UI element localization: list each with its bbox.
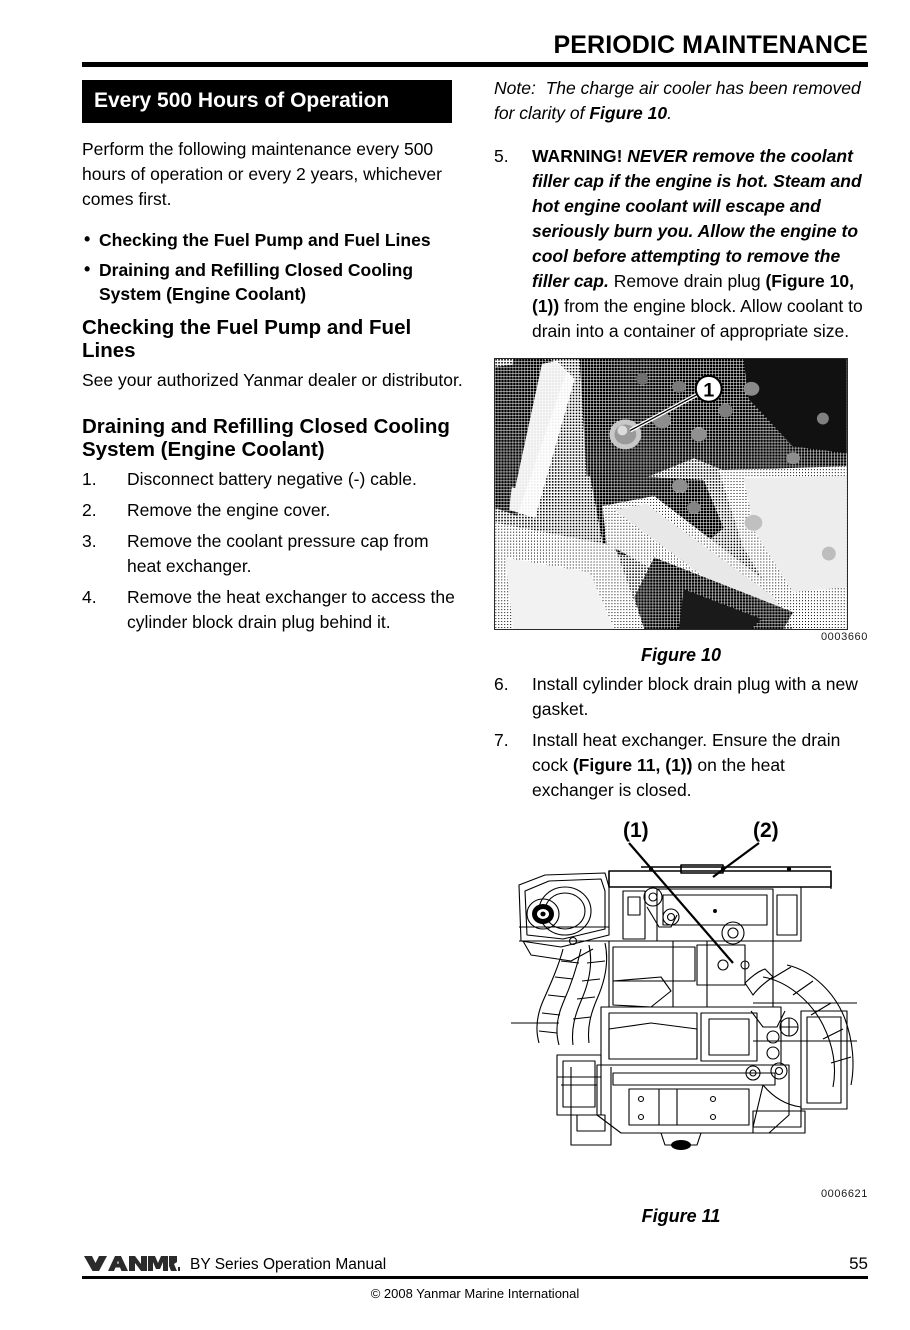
step-7-text-1: Install heat exchanger. Ensure the drain cock: [532, 730, 841, 775]
step-number: 4.: [82, 587, 97, 607]
figure-11-callout-1: (1): [623, 819, 649, 842]
list-item: [82, 585, 464, 635]
figure-11-ref: (Figure 11, (1)): [572, 755, 693, 775]
step-5: [494, 144, 868, 344]
section-heading-bar: Every 500 Hours of Operation: [82, 80, 452, 123]
step-text: Disconnect battery negative (-) cable.: [127, 469, 417, 489]
intro-paragraph: Perform the following maintenance every 500 hours of operation or every 2 years, whichever comes first.: [82, 139, 442, 209]
figure-11-id: 0006621: [820, 1188, 868, 1200]
footer-manual-title: BY Series Operation Manual: [190, 1256, 387, 1273]
svg-text:1: 1: [703, 379, 715, 402]
figure-10-ref: (Figure 10, (1)): [532, 271, 854, 316]
list-item: [82, 498, 464, 523]
list-item: [82, 529, 464, 579]
figure-11-caption: Figure 11: [641, 1206, 721, 1226]
figure-11-engine-drawing: [501, 815, 861, 1187]
step-text: Install cylinder block drain plug with a new gasket.: [532, 674, 858, 719]
step-number: 6.: [494, 674, 509, 694]
figure-10-wrapper: [494, 358, 868, 666]
maintenance-bullet-list: [82, 228, 464, 306]
figure-11-callout-2: (2): [753, 819, 779, 842]
figure-10-caption: Figure 10: [640, 645, 722, 665]
step-number: 2.: [82, 500, 97, 520]
list-item: [494, 728, 868, 803]
yanmar-logo: [82, 1254, 180, 1272]
note-label: Note:: [494, 78, 536, 98]
step-number: 1.: [82, 469, 97, 489]
step-text: Remove the coolant pressure cap from heat exchanger.: [127, 531, 429, 576]
footer-rule: [82, 1276, 868, 1279]
left-column: [82, 80, 464, 641]
right-column: [494, 76, 868, 1233]
figure-10-id: 0003660: [820, 631, 868, 643]
step-5-text-2: from the engine block. Allow coolant to drain into a container of appropriate size.: [532, 296, 863, 341]
note-figure-ref: Figure 10: [589, 103, 668, 123]
procedure-step-list-continued: [494, 672, 868, 803]
list-item: • Checking the Fuel Pump and Fuel Lines: [82, 228, 464, 252]
note-text-end: .: [667, 103, 672, 123]
list-item: • Draining and Refilling Closed Cooling System (Engine Coolant): [82, 258, 464, 306]
step-7-text-2: on the heat exchanger is closed.: [532, 755, 785, 800]
step-number: 3.: [82, 531, 97, 551]
figure-10-photo: [494, 358, 848, 630]
step-5-text-1: Remove drain plug: [613, 271, 766, 291]
step-text: Remove the heat exchanger to access the cylinder block drain plug behind it.: [127, 587, 455, 632]
header-rule: [82, 62, 868, 67]
step-number: 5.: [494, 146, 509, 166]
footer-copyright: © 2008 Yanmar Marine International: [370, 1286, 580, 1301]
footer-page-number: 55: [849, 1254, 868, 1273]
step-text: Remove the engine cover.: [127, 500, 331, 520]
note-paragraph: [494, 76, 868, 126]
note-text: The charge air cooler has been removed for clarity of: [494, 78, 861, 123]
warning-body: NEVER remove the coolant filler cap if the engine is hot. Steam and hot engine coolant will escape and seriously burn you. Allow the engine to cool before attempting to remove the filler cap.: [532, 146, 862, 291]
warning-word: WARNING!: [532, 146, 623, 166]
page-footer: [82, 1254, 868, 1301]
subheading-1-body: See your authorized Yanmar dealer or distributor.: [82, 370, 463, 390]
subheading-checking-fuel-pump: Checking the Fuel Pump and Fuel Lines: [82, 316, 412, 362]
page-header-title: PERIODIC MAINTENANCE: [553, 31, 868, 59]
procedure-step-list: [82, 467, 464, 635]
figure-11-wrapper: [494, 815, 868, 1227]
subheading-draining-refilling: Draining and Refilling Closed Cooling System (Engine Coolant): [82, 415, 450, 461]
list-item: [494, 672, 868, 722]
step-number: 7.: [494, 730, 509, 750]
list-item: [82, 467, 464, 492]
